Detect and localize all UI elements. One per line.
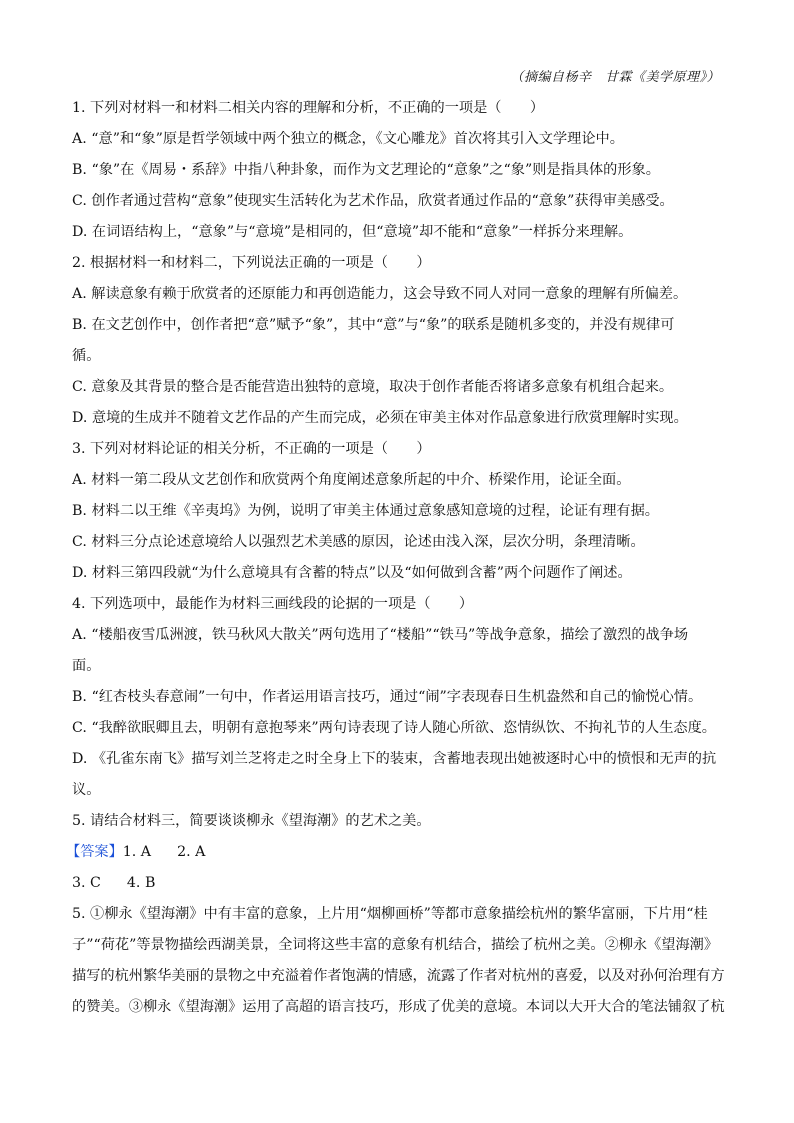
- question-3-option-c: C. 材料三分点论述意境给人以强烈艺术美感的原因，论述由浅入深，层次分明，条理清晰。: [72, 534, 645, 550]
- question-1-option-a: A. “意”和“象”原是哲学领域中两个独立的概念，《文心雕龙》首次将其引入文学理论中。: [72, 131, 624, 147]
- question-1-option-c: C. 创作者通过营构“意象”使现实生活转化为艺术作品，欣赏者通过作品的“意象”获得审美感受。: [72, 193, 674, 209]
- answer-q5-line-2: 子”“荷花”等景物描绘西湖美景，全词将这些丰富的意象有机结合，描绘了杭州之美。②柳永《望海潮》: [72, 937, 719, 953]
- question-1-stem: 1. 下列对材料一和材料二相关内容的理解和分析，不正确的一项是（ ）: [72, 100, 545, 116]
- answer-q2: 2. A: [177, 844, 206, 860]
- question-2-option-a: A. 解读意象有赖于欣赏者的还原能力和再创造能力，这会导致不同人对同一意象的理解有所偏差。: [72, 286, 688, 302]
- answer-line-2: [72, 873, 722, 893]
- question-4-option-d: D. 《孔雀东南飞》描写刘兰芝将走之时全身上下的装束，含蓄地表现出她被逐时心中的愤恨和无声的抗: [72, 751, 717, 767]
- question-2-option-c: C. 意象及其背景的整合是否能营造出独特的意境，取决于创作者能否将诸多意象有机组合起来。: [72, 379, 674, 395]
- question-5-stem: 5. 请结合材料三，简要谈谈柳永《望海潮》的艺术之美。: [72, 813, 431, 829]
- question-3-option-b: B. 材料二以王维《辛夷坞》为例，说明了审美主体通过意象感知意境的过程，论证有理有据。: [72, 503, 659, 519]
- question-4-option-a: A. “楼船夜雪瓜洲渡，铁马秋风大散关”两句选用了“楼船”“铁马”等战争意象，描绘了激烈的战争场: [72, 627, 689, 643]
- answer-label: 【答案】: [66, 844, 123, 860]
- question-4-option-b: B. “红杏枝头春意闹”一句中，作者运用语言技巧，通过“闹”字表现春日生机盎然和自己的愉悦心情。: [72, 689, 703, 705]
- question-4-option-a-cont: 面。: [72, 658, 101, 674]
- answer-q5-line-1: 5. ①柳永《望海潮》中有丰富的意象，上片用“烟柳画桥”等都市意象描绘杭州的繁华富丽，下片用“桂: [72, 906, 708, 922]
- question-2-stem: 2. 根据材料一和材料二，下列说法正确的一项是（ ）: [72, 255, 431, 271]
- question-2-option-b-cont: 循。: [72, 348, 101, 364]
- answer-q4: 4. B: [126, 875, 156, 891]
- question-4-option-d-cont: 议。: [72, 782, 101, 798]
- question-4-stem: 4. 下列选项中，最能作为材料三画线段的论据的一项是（ ）: [72, 596, 474, 612]
- answer-q5-line-3: 描写的杭州繁华美丽的景物之中充溢着作者饱满的情感，流露了作者对杭州的喜爱，以及对孙何治理有方: [72, 968, 725, 984]
- question-3-stem: 3. 下列对材料论证的相关分析，不正确的一项是（ ）: [72, 441, 431, 457]
- question-4-option-c: C. “我醉欲眠卿且去，明朝有意抱琴来”两句诗表现了诗人随心所欲、恣情纵饮、不拘礼节的人生态度。: [72, 720, 716, 736]
- answer-q3: 3. C: [72, 875, 101, 891]
- question-3-option-d: D. 材料三第四段就“为什么意境具有含蓄的特点”以及“如何做到含蓄”两个问题作了阐述。: [72, 565, 632, 581]
- source-citation: （摘编自杨辛 甘霖《美学原理》）: [510, 70, 720, 85]
- question-2-option-b: B. 在文艺创作中，创作者把“意”赋予“象”，其中“意”与“象”的联系是随机多变的，并没有规律可: [72, 317, 675, 333]
- question-1-option-d: D. 在词语结构上，“意象”与“意境”是相同的，但“意境”却不能和“意象”一样拆分来理解。: [72, 224, 633, 240]
- answer-line-1: [66, 842, 722, 862]
- question-3-option-a: A. 材料一第二段从文艺创作和欣赏两个角度阐述意象所起的中介、桥梁作用，论证全面。: [72, 472, 631, 488]
- answer-q1: 1. A: [122, 844, 152, 860]
- question-1-option-b: B. “象”在《周易・系辞》中指八种卦象，而作为文艺理论的“意象”之“象”则是指具体的形象。: [72, 162, 660, 178]
- question-2-option-d: D. 意境的生成并不随着文艺作品的产生而完成，必须在审美主体对作品意象进行欣赏理解时实现。: [72, 410, 688, 426]
- answer-q5-line-4: 的赞美。③柳永《望海潮》运用了高超的语言技巧，形成了优美的意境。本词以大开大合的笔法铺叙了杭: [72, 999, 725, 1015]
